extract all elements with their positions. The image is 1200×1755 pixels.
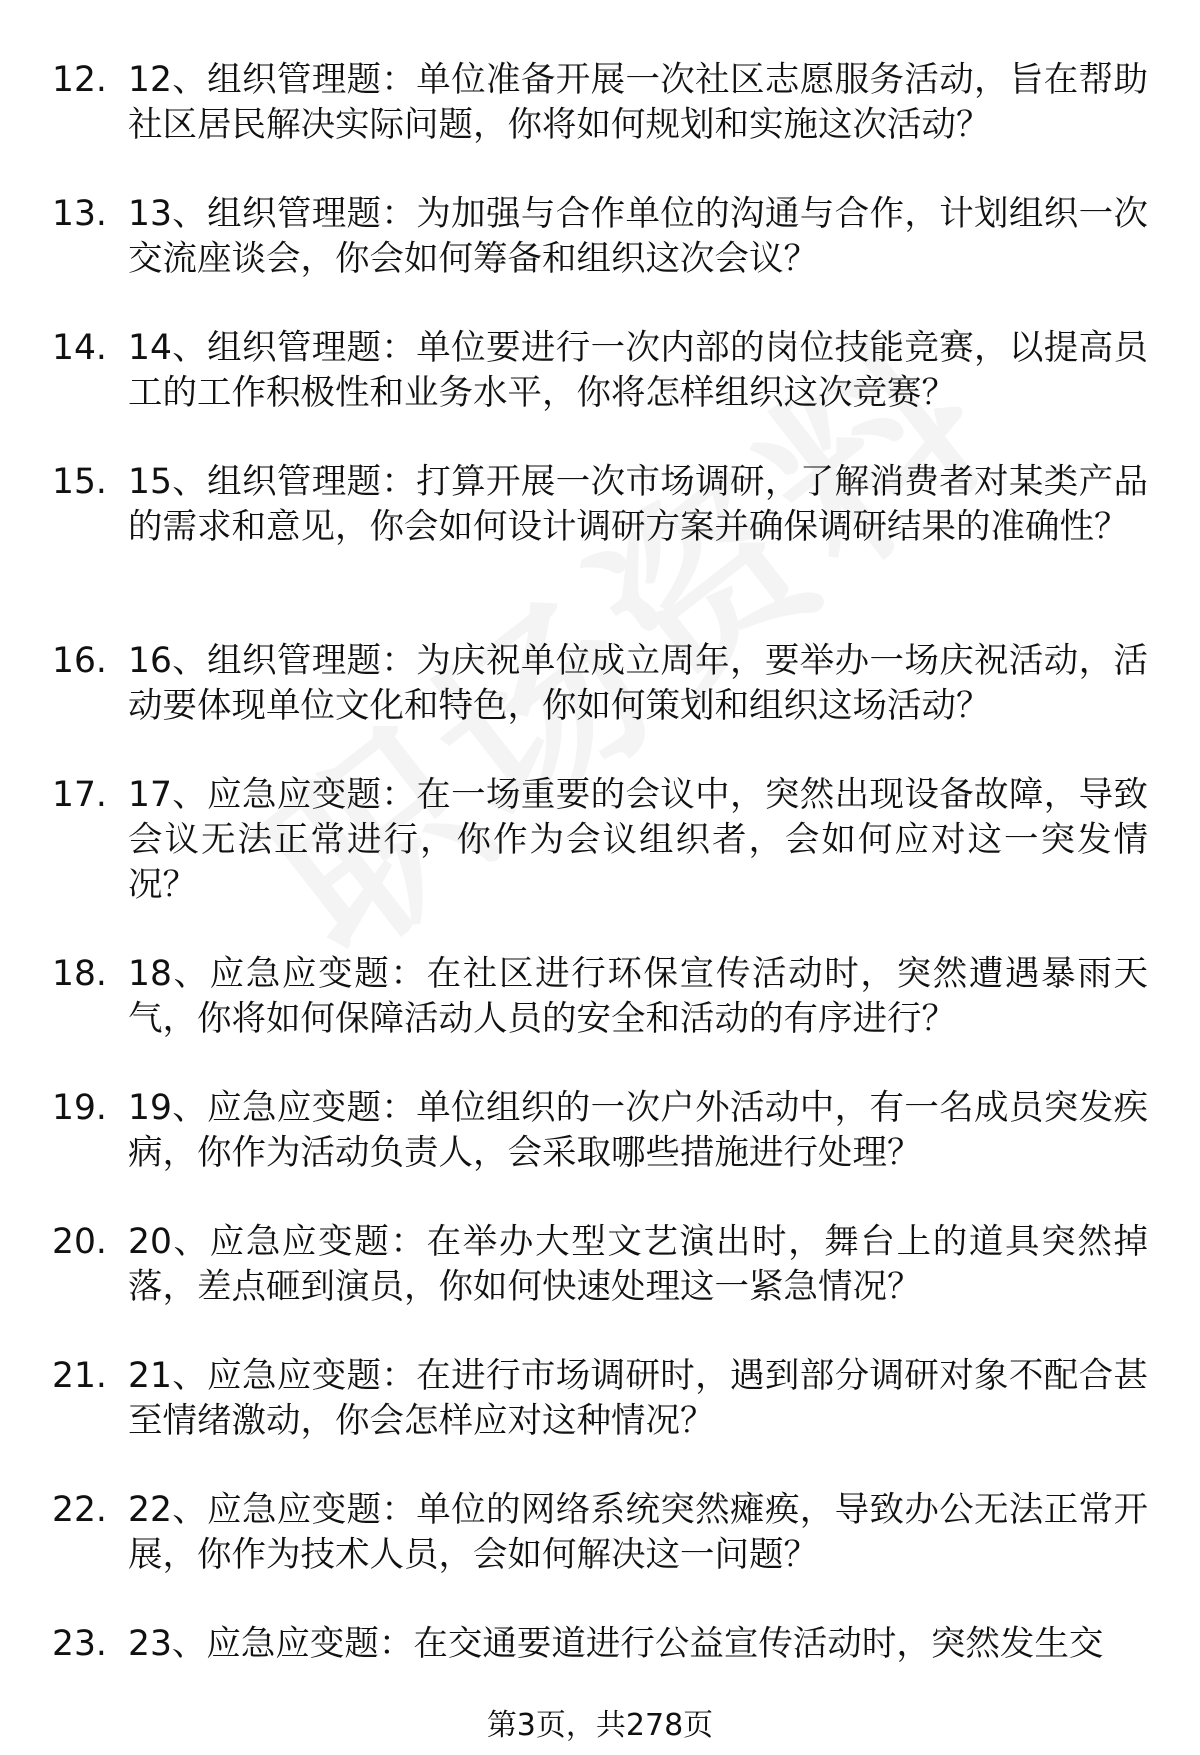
- question-item: [0, 460, 1200, 595]
- question-text: 18、应急应变题：在社区进行环保宣传活动时，突然遭遇暴雨天气，你将如何保障活动人员的安全和活动的有序进行？: [128, 954, 1148, 1039]
- question-item: [0, 58, 1200, 148]
- question-item: [0, 1354, 1200, 1444]
- question-item: [0, 326, 1200, 416]
- question-number: 14.: [52, 328, 107, 368]
- question-text: 13、组织管理题：为加强与合作单位的沟通与合作，计划组织一次交流座谈会，你会如何筹备和组织这次会议？: [128, 194, 1148, 279]
- question-text: 15、组织管理题：打算开展一次市场调研，了解消费者对某类产品的需求和意见，你会如何设计调研方案并确保调研结果的准确性？: [128, 462, 1148, 547]
- question-number: 18.: [52, 954, 107, 994]
- question-text: 22、应急应变题：单位的网络系统突然瘫痪，导致办公无法正常开展，你作为技术人员，会如何解决这一问题？: [128, 1490, 1148, 1575]
- question-item: [0, 952, 1200, 1042]
- question-text: 19、应急应变题：单位组织的一次户外活动中，有一名成员突发疾病，你作为活动负责人，会采取哪些措施进行处理？: [128, 1088, 1148, 1173]
- question-number: 13.: [52, 194, 107, 234]
- question-number: 17.: [52, 775, 107, 815]
- question-item: [0, 1622, 1200, 1667]
- question-text: 21、应急应变题：在进行市场调研时，遇到部分调研对象不配合甚至情绪激动，你会怎样应对这种情况？: [128, 1356, 1148, 1441]
- question-number: 15.: [52, 462, 107, 502]
- question-list: [0, 58, 1200, 1711]
- question-item: [0, 1220, 1200, 1310]
- question-text: 14、组织管理题：单位要进行一次内部的岗位技能竞赛，以提高员工的工作积极性和业务水平，你将怎样组织这次竞赛？: [128, 328, 1148, 413]
- question-number: 23.: [52, 1624, 107, 1664]
- question-text: 20、应急应变题：在举办大型文艺演出时，舞台上的道具突然掉落，差点砸到演员，你如何快速处理这一紧急情况？: [128, 1222, 1148, 1307]
- question-number: 20.: [52, 1222, 107, 1262]
- page-footer: 第3页，共278页: [486, 1708, 714, 1743]
- question-number: 16.: [52, 641, 107, 681]
- question-text: 23、应急应变题：在交通要道进行公益宣传活动时，突然发生交: [128, 1624, 1104, 1664]
- question-text: 16、组织管理题：为庆祝单位成立周年，要举办一场庆祝活动，活动要体现单位文化和特色，你如何策划和组织这场活动？: [128, 641, 1148, 726]
- question-item: [0, 192, 1200, 282]
- question-item: [0, 1488, 1200, 1578]
- question-text: 12、组织管理题：单位准备开展一次社区志愿服务活动，旨在帮助社区居民解决实际问题，你将如何规划和实施这次活动？: [128, 60, 1148, 145]
- question-number: 22.: [52, 1490, 107, 1530]
- question-number: 19.: [52, 1088, 107, 1128]
- question-number: 12.: [52, 60, 107, 100]
- question-text: 17、应急应变题：在一场重要的会议中，突然出现设备故障，导致会议无法正常进行，你作为会议组织者，会如何应对这一突发情况？: [128, 775, 1148, 905]
- question-item: [0, 1086, 1200, 1176]
- question-item: [0, 773, 1200, 908]
- question-number: 21.: [52, 1356, 107, 1396]
- question-item: [0, 639, 1200, 729]
